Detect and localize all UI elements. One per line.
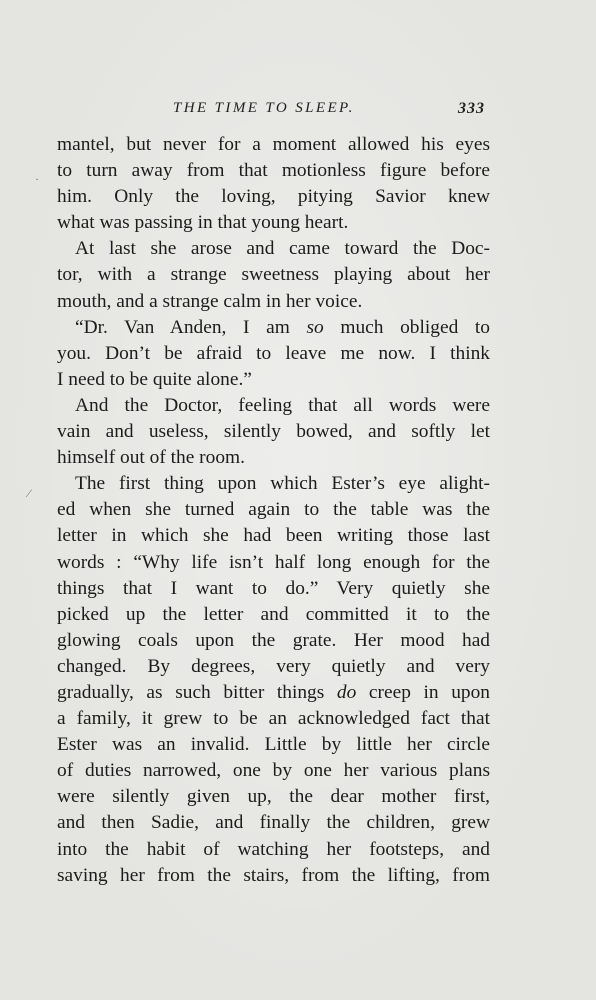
text-line: mantel, but never for a moment allowed his eyes — [57, 134, 490, 155]
text-line: words : “Why life isn’t half long enough for the — [57, 551, 490, 573]
text-line: things that I want to do.” Very quietly she — [57, 577, 490, 599]
text-line: mouth, and a strange calm in her voice. — [57, 290, 363, 312]
text-line: gradually, as such bitter things do creep in upon — [57, 681, 490, 703]
text-line: ed when she turned again to the table was the — [57, 499, 490, 521]
text-line: Ester was an invalid. Little by little her circle — [57, 734, 490, 756]
text-line: saving her from the stairs, from the lifting, from — [57, 864, 490, 886]
margin-speck: ⁄ — [28, 486, 31, 500]
text-line: letter in which she had been writing those last — [57, 525, 490, 547]
text-line: The first thing upon which Ester’s eye alight- — [75, 473, 490, 495]
running-head-title: THE TIME TO SLEEP. — [173, 100, 355, 116]
text-line: glowing coals upon the grate. Her mood had — [57, 629, 490, 651]
running-head — [0, 100, 596, 124]
text-line: tor, with a strange sweetness playing about her — [57, 264, 490, 286]
text-line: At last she arose and came toward the Doc- — [75, 238, 490, 260]
text-line: changed. By degrees, very quietly and very — [57, 655, 490, 677]
text-line: what was passing in that young heart. — [57, 212, 349, 234]
text-line: were silently given up, the dear mother first, — [57, 786, 490, 808]
text-line: and then Sadie, and finally the children, grew — [57, 812, 490, 834]
text-line: “Dr. Van Anden, I am so much obliged to — [75, 316, 490, 338]
text-line: And the Doctor, feeling that all words were — [75, 394, 490, 416]
text-line: vain and useless, silently bowed, and softly let — [57, 421, 490, 443]
text-line: him. Only the loving, pitying Savior knew — [57, 186, 490, 208]
page-number: 333 — [458, 100, 485, 117]
text-line: himself out of the room. — [57, 447, 245, 469]
text-line: to turn away from that motionless figure before — [57, 160, 490, 182]
text-line: I need to be quite alone.” — [57, 368, 252, 390]
text-line: you. Don’t be afraid to leave me now. I think — [57, 342, 490, 364]
text-line: into the habit of watching her footsteps, and — [57, 838, 490, 860]
text-line: of duties narrowed, one by one her various plans — [57, 760, 490, 782]
margin-speck: · — [35, 172, 39, 186]
text-line: a family, it grew to be an acknowledged fact that — [57, 708, 490, 730]
body-text — [57, 132, 490, 889]
text-line: picked up the letter and committed it to the — [57, 603, 490, 625]
